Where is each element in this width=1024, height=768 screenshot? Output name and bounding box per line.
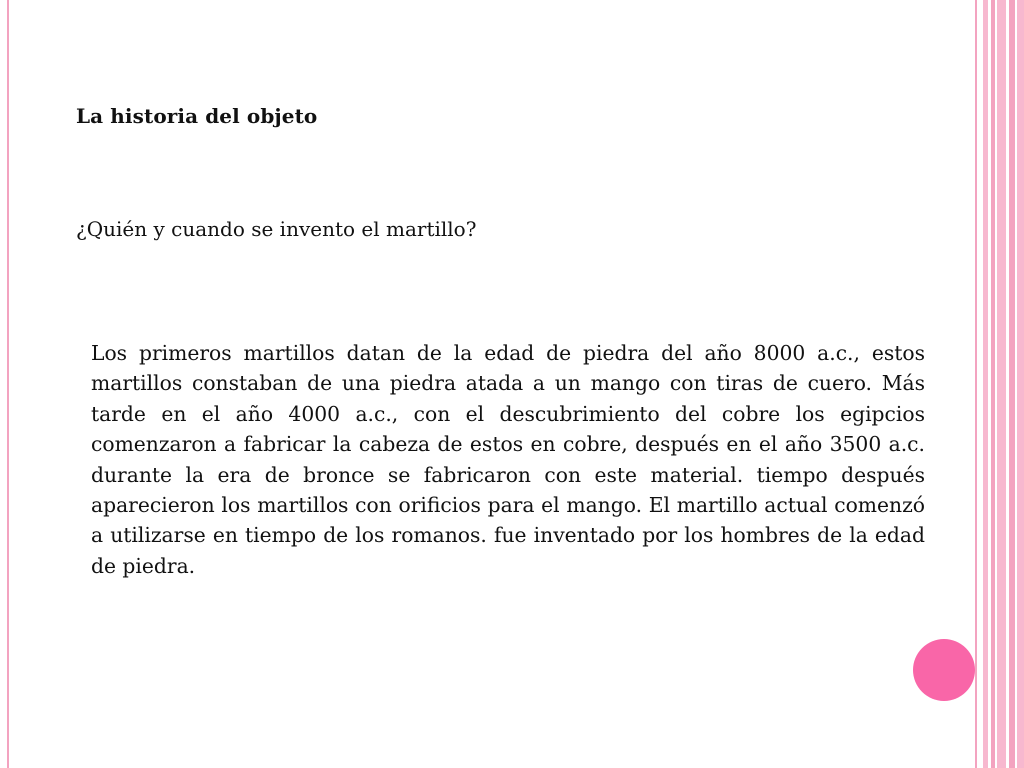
slide-body-paragraph: Los primeros martillos datan de la edad de piedra del año 8000 a.c., estos martillos constaban de una piedra atada a un mango con tiras de cuero. Más tarde en el año 4000 a.c., con el descubrimiento del cobre los egipcios comenzaron a fabricar la cabeza de estos en cobre, después en el año 3500 a.c. durante la era de bronce se fabricaron con este material. tiempo después aparecieron los martillos con orificios para el mango. El martillo actual comenzó a utilizarse en tiempo de los romanos. fue inventado por los hombres de la edad de piedra. <box>91 341 925 578</box>
right-stripe <box>997 0 1006 768</box>
slide-title: La historia del objeto <box>76 104 318 128</box>
slide-question: ¿Quién y cuando se invento el martillo? <box>76 217 477 241</box>
right-stripe <box>991 0 995 768</box>
decorative-circle <box>913 639 975 701</box>
right-stripe <box>1009 0 1015 768</box>
right-stripe <box>1017 0 1024 768</box>
left-border-line <box>7 0 9 768</box>
right-stripe <box>983 0 988 768</box>
right-stripe <box>975 0 977 768</box>
